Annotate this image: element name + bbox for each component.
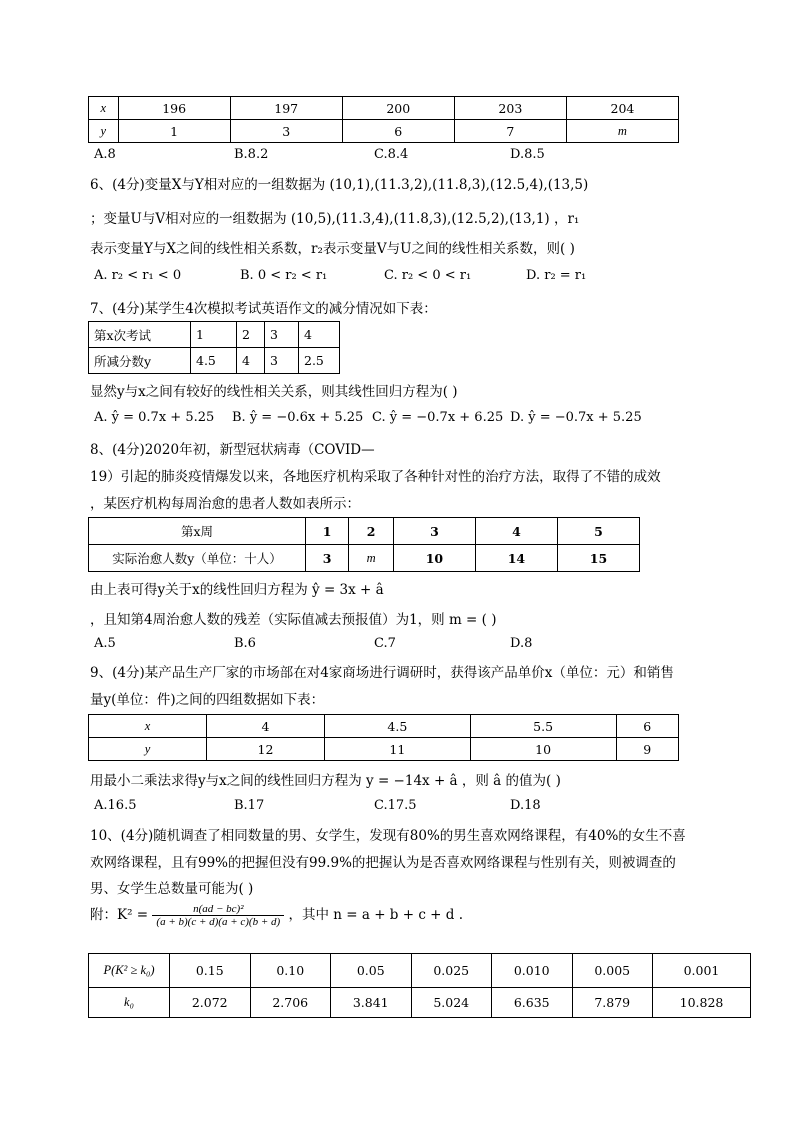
data-table-q5 <box>88 96 679 143</box>
table-cell: 12 <box>207 738 325 761</box>
table-cell: 6.635 <box>492 988 573 1018</box>
table-cell: 所减分数y <box>89 348 191 374</box>
table-cell: 7.879 <box>572 988 653 1018</box>
table-cell: 203 <box>454 97 566 120</box>
table-cell: 11 <box>324 738 470 761</box>
formula-suffix: ，其中 n = a + b + c + d . <box>288 907 464 923</box>
table-cell: m <box>566 120 678 143</box>
table-cell: 204 <box>566 97 678 120</box>
option-b[interactable]: B.6 <box>234 636 256 651</box>
option-c[interactable]: C.7 <box>374 636 396 651</box>
table-cell: 实际治愈人数y（单位：十人） <box>89 545 306 572</box>
table-cell: 2 <box>237 322 265 348</box>
table-cell: 1 <box>118 120 230 143</box>
table-cell: 10 <box>470 738 616 761</box>
table-cell: 4 <box>237 348 265 374</box>
option-c[interactable]: C. r₂ < 0 < r₁ <box>384 268 472 283</box>
table-cell: 4.5 <box>324 715 470 738</box>
table-cell: 196 <box>118 97 230 120</box>
formula-fraction <box>152 903 284 928</box>
option-c[interactable]: C.8.4 <box>374 147 409 162</box>
option-d[interactable]: D.18 <box>510 798 541 813</box>
option-d[interactable]: D. r₂ = r₁ <box>526 268 587 283</box>
table-cell: 4 <box>475 518 557 545</box>
table-cell: 6 <box>616 715 679 738</box>
formula-prefix: 附：K² = <box>90 907 149 923</box>
q9-line-2: 量y(单位：件)之间的四组数据如下表： <box>90 692 325 708</box>
table-cell: 0.15 <box>170 954 251 988</box>
table-cell: y <box>89 738 207 761</box>
table-cell: 7 <box>454 120 566 143</box>
table-cell: 1 <box>306 518 349 545</box>
table-cell: y <box>89 120 119 143</box>
table-cell: 3 <box>230 120 342 143</box>
table-cell: 3.841 <box>331 988 412 1018</box>
table-cell: 5 <box>557 518 639 545</box>
table-cell: 197 <box>230 97 342 120</box>
table-cell: k₀ <box>89 988 170 1018</box>
q9-line-1: 9、(4分)某产品生产厂家的市场部在对4家商场进行调研时，获得该产品单价x（单位：元）和销售 <box>90 665 674 681</box>
table-cell: 14 <box>475 545 557 572</box>
option-b[interactable]: B. ŷ = −0.6x + 5.25 <box>232 410 364 425</box>
option-d[interactable]: D.8.5 <box>510 147 545 162</box>
option-a[interactable]: A. r₂ < r₁ < 0 <box>94 268 182 283</box>
q8-line-1: 8、(4分)2020年初，新型冠状病毒（COVID— <box>90 442 375 458</box>
option-b[interactable]: B.8.2 <box>234 147 269 162</box>
formula-numerator: n(ad − bc)² <box>152 903 284 916</box>
table-cell: 10 <box>393 545 475 572</box>
q10-line-1: 10、(4分)随机调查了相同数量的男、女学生，发现有80%的男生喜欢网络课程，有40%的女生不喜 <box>90 828 686 844</box>
option-a[interactable]: A.16.5 <box>94 798 137 813</box>
formula-denominator: (a + b)(c + d)(a + c)(b + d) <box>156 916 281 928</box>
option-a[interactable]: A. ŷ = 0.7x + 5.25 <box>94 410 215 425</box>
table-cell: 2 <box>349 518 394 545</box>
q8-line-5: ，且知第4周治愈人数的残差（实际值减去预报值）为1，则 m = ( ) <box>90 612 497 628</box>
q9-line-3: 用最小二乘法求得y与x之间的线性回归方程为 y = −14x + â ，则 â 的值为( ) <box>90 773 561 789</box>
table-cell: 5.5 <box>470 715 616 738</box>
table-cell: 4 <box>207 715 325 738</box>
table-cell: 4 <box>299 322 340 348</box>
table-cell: 0.001 <box>653 954 751 988</box>
table-cell: 第x周 <box>89 518 306 545</box>
table-cell: 6 <box>342 120 454 143</box>
option-b[interactable]: B. 0 < r₂ < r₁ <box>240 268 328 283</box>
option-b[interactable]: B.17 <box>234 798 265 813</box>
table-cell: 4.5 <box>191 348 237 374</box>
data-table-q9 <box>88 714 679 761</box>
option-d[interactable]: D.8 <box>510 636 533 651</box>
formula <box>90 903 463 928</box>
table-cell: m <box>349 545 394 572</box>
option-a[interactable]: A.5 <box>94 636 116 651</box>
option-c[interactable]: C. ŷ = −0.7x + 6.25 <box>372 410 504 425</box>
q10-line-3: 男、女学生总数量可能为( ) <box>90 881 254 897</box>
table-cell: x <box>89 715 207 738</box>
table-cell: 2.5 <box>299 348 340 374</box>
q7-line-1: 7、(4分)某学生4次模拟考试英语作文的减分情况如下表： <box>90 301 437 317</box>
q6-line-3: 表示变量Y与X之间的线性相关系数，r₂表示变量V与U之间的线性相关系数，则( ) <box>90 241 575 257</box>
table-cell: 15 <box>557 545 639 572</box>
data-table-q8 <box>88 517 640 572</box>
q6-line-1: 6、(4分)变量X与Y相对应的一组数据为 (10,1),(11.3,2),(11.8,3),(12.5,4),(13,5) <box>90 177 589 193</box>
critical-value-table <box>88 953 751 1018</box>
table-cell: 3 <box>306 545 349 572</box>
option-c[interactable]: C.17.5 <box>374 798 417 813</box>
table-cell: 0.025 <box>411 954 492 988</box>
option-d[interactable]: D. ŷ = −0.7x + 5.25 <box>510 410 642 425</box>
q6-line-2: ；变量U与V相对应的一组数据为 (10,5),(11.3,4),(11.8,3),(12.5,2),(13,1) ，r₁ <box>90 211 580 227</box>
table-cell: 3 <box>265 322 299 348</box>
table-cell: 0.005 <box>572 954 653 988</box>
data-table-q7 <box>88 321 340 374</box>
table-cell: 9 <box>616 738 679 761</box>
q8-line-3: ，某医疗机构每周治愈的患者人数如表所示： <box>90 496 360 512</box>
table-cell: 5.024 <box>411 988 492 1018</box>
q7-line-2: 显然y与x之间有较好的线性相关关系，则其线性回归方程为( ) <box>90 384 458 400</box>
option-a[interactable]: A.8 <box>94 147 116 162</box>
table-cell: 10.828 <box>653 988 751 1018</box>
table-cell: 0.010 <box>492 954 573 988</box>
q8-line-2: 19）引起的肺炎疫情爆发以来，各地医疗机构采取了各种针对性的治疗方法，取得了不错的成效 <box>90 469 661 485</box>
table-cell: x <box>89 97 119 120</box>
table-cell: 0.05 <box>331 954 412 988</box>
q8-line-4: 由上表可得y关于x的线性回归方程为 ŷ = 3x + â <box>90 582 384 598</box>
table-cell: 1 <box>191 322 237 348</box>
table-cell: P(K² ≥ k₀) <box>89 954 170 988</box>
q10-line-2: 欢网络课程，且有99%的把握但没有99.9%的把握认为是否喜欢网络课程与性别有关，则被调查的 <box>90 855 676 871</box>
table-cell: 200 <box>342 97 454 120</box>
table-cell: 3 <box>265 348 299 374</box>
table-cell: 2.072 <box>170 988 251 1018</box>
table-cell: 0.10 <box>250 954 331 988</box>
table-cell: 2.706 <box>250 988 331 1018</box>
table-cell: 第x次考试 <box>89 322 191 348</box>
table-cell: 3 <box>393 518 475 545</box>
